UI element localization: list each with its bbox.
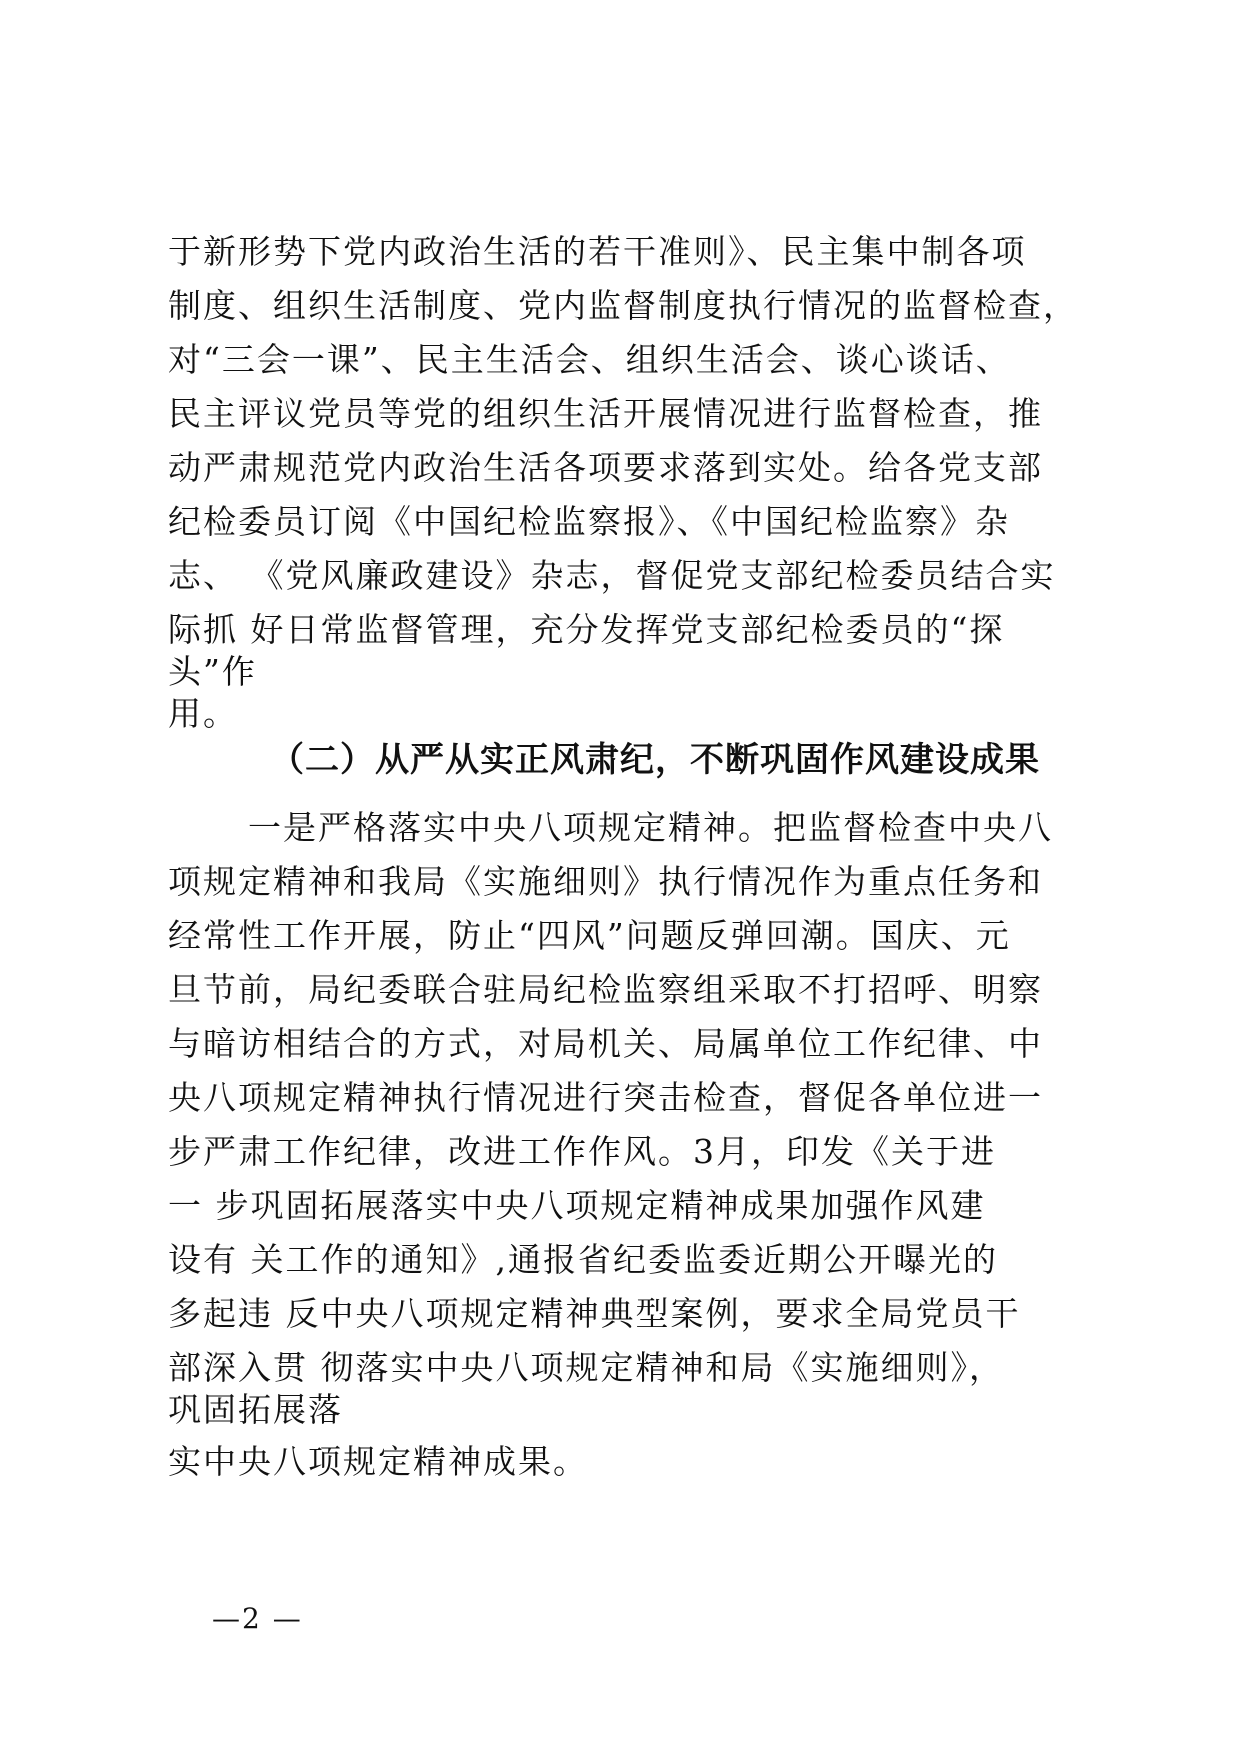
text-line: 一是严格落实中央八项规定精神。把监督检查中央八 (248, 808, 1053, 847)
text-line: 实中央八项规定精神成果。 (168, 1442, 588, 1481)
text-line: 旦节前，局纪委联合驻局纪检监察组采取不打招呼、明察 (168, 970, 1043, 1009)
text-line: 对“三会一课”、民主生活会、组织生活会、谈心谈话、 (168, 340, 1011, 379)
page-number: —2 — (212, 1602, 303, 1635)
text-line: 头”作 (168, 652, 257, 691)
text-line: 设有 关工作的通知》,通报省纪委监委近期公开曝光的 (168, 1240, 998, 1279)
text-line: 际抓 好日常监督管理，充分发挥党支部纪检委员的“探 (168, 610, 1005, 649)
text-line: 志、 《党风廉政建设》杂志，督促党支部纪检委员结合实 (168, 556, 1056, 595)
text-line: 步严肃工作纪律，改进工作作风。3月，印发《关于进 (168, 1132, 996, 1171)
text-line: 部深入贯 彻落实中央八项规定精神和局《实施细则》， (168, 1348, 1004, 1387)
text-line: 巩固拓展落 (168, 1390, 343, 1429)
text-line: 民主评议党员等党的组织生活开展情况进行监督检查，推 (168, 394, 1043, 433)
section-heading: （二）从严从实正风肃纪，不断巩固作风建设成果 (270, 740, 1040, 780)
text-line: 经常性工作开展，防止“四风”问题反弹回潮。国庆、元 (168, 916, 1011, 955)
text-line: 与暗访相结合的方式，对局机关、局属单位工作纪律、中 (168, 1024, 1043, 1063)
text-line: 动严肃规范党内政治生活各项要求落到实处。给各党支部 (168, 448, 1043, 487)
text-line: 央八项规定精神执行情况进行突击检查，督促各单位进一 (168, 1078, 1043, 1117)
text-line: 用。 (168, 694, 238, 733)
text-line: 项规定精神和我局《实施细则》执行情况作为重点任务和 (168, 862, 1043, 901)
text-line: 一 步巩固拓展落实中央八项规定精神成果加强作风建 (168, 1186, 986, 1225)
text-line: 多起违 反中央八项规定精神典型案例，要求全局党员干 (168, 1294, 1021, 1333)
text-line: 制度、组织生活制度、党内监督制度执行情况的监督检查， (168, 286, 1078, 325)
text-line: 于新形势下党内政治生活的若干准则》、民主集中制各项 (168, 232, 1027, 271)
text-line: 纪检委员订阅《中国纪检监察报》、《中国纪检监察》杂 (168, 502, 1010, 541)
